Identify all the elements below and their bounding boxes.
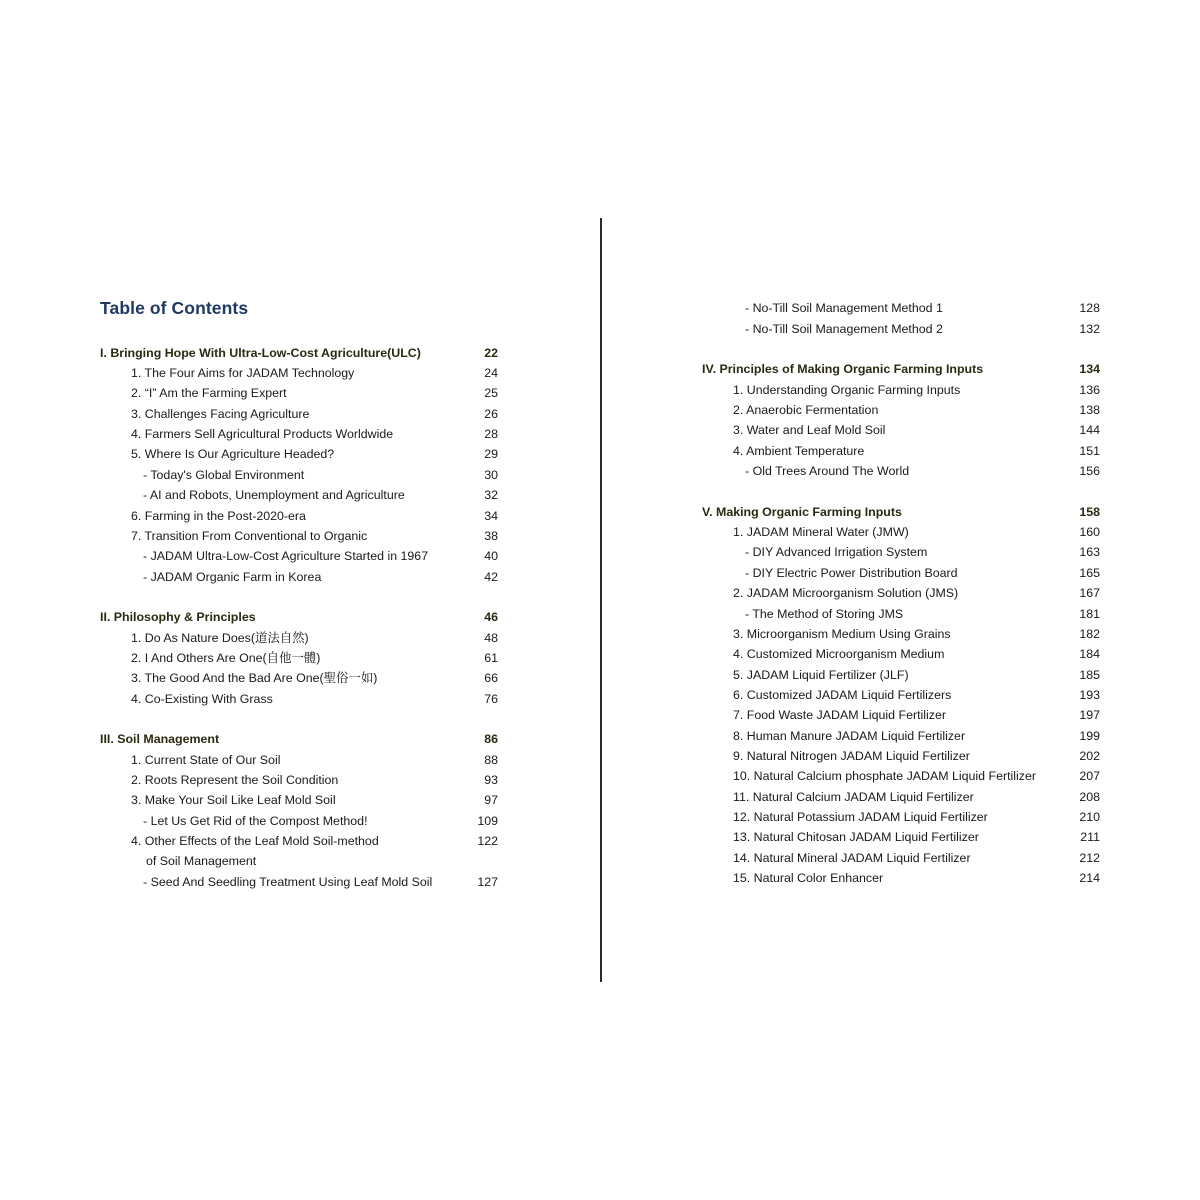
toc-entry-label: 4. Farmers Sell Agricultural Products Worldwide: [131, 427, 394, 441]
toc-page-number: 24: [484, 366, 498, 380]
toc-entry[interactable]: [702, 787, 1100, 807]
toc-entry[interactable]: [702, 705, 1100, 725]
toc-entry[interactable]: [702, 868, 1100, 888]
toc-entry[interactable]: [100, 567, 498, 587]
toc-entry-label: II. Philosophy & Principles: [100, 610, 256, 624]
toc-page-number: 199: [1079, 729, 1100, 743]
toc-entry-label: 14. Natural Mineral JADAM Liquid Fertilizer: [733, 851, 971, 865]
toc-page-number: 185: [1079, 668, 1100, 682]
toc-page-number: 122: [477, 834, 498, 848]
toc-entry[interactable]: [100, 689, 498, 709]
toc-entry[interactable]: [100, 790, 498, 810]
toc-entry[interactable]: [702, 298, 1100, 318]
toc-entry-label: 2. Anaerobic Fermentation: [733, 403, 879, 417]
toc-entry-label: - AI and Robots, Unemployment and Agriculture: [143, 488, 405, 502]
toc-entry[interactable]: [100, 851, 498, 871]
toc-page-number: 144: [1079, 423, 1100, 437]
toc-page-number: 32: [484, 488, 498, 502]
toc-entry[interactable]: [100, 444, 498, 464]
toc-entry[interactable]: [702, 441, 1100, 461]
toc-entry-label: - Seed And Seedling Treatment Using Leaf Mold Soil: [143, 875, 433, 889]
toc-page-number: 29: [484, 447, 498, 461]
toc-entry[interactable]: [100, 465, 498, 485]
toc-entry-label: 10. Natural Calcium phosphate JADAM Liquid Fertilizer: [733, 769, 1037, 783]
toc-entry[interactable]: [702, 827, 1100, 847]
toc-entry-label: 1. Do As Nature Does(道法自然): [131, 631, 309, 645]
toc-page-number: 165: [1079, 566, 1100, 580]
toc-entry[interactable]: [702, 685, 1100, 705]
toc-page-number: 193: [1079, 688, 1100, 702]
toc-entry[interactable]: [702, 665, 1100, 685]
toc-entry-label: V. Making Organic Farming Inputs: [702, 505, 902, 519]
toc-entry[interactable]: [702, 604, 1100, 624]
toc-page-number: 46: [484, 610, 498, 624]
toc-entry[interactable]: [100, 628, 498, 648]
toc-entry[interactable]: [100, 485, 498, 505]
toc-entry[interactable]: [100, 750, 498, 770]
toc-page-number: 156: [1079, 464, 1100, 478]
toc-page-number: 134: [1079, 362, 1100, 376]
toc-entry-label: 7. Food Waste JADAM Liquid Fertilizer: [733, 708, 947, 722]
toc-page-number: 151: [1079, 444, 1100, 458]
toc-entry[interactable]: [702, 400, 1100, 420]
toc-page-number: 212: [1079, 851, 1100, 865]
toc-entry-label: 9. Natural Nitrogen JADAM Liquid Fertilizer: [733, 749, 970, 763]
toc-entry[interactable]: [702, 542, 1100, 562]
toc-entry-label: 3. The Good And the Bad Are One(聖俗一如): [131, 671, 378, 685]
toc-page-number: 42: [484, 570, 498, 584]
toc-entry-label: III. Soil Management: [100, 732, 220, 746]
toc-page-number: 214: [1079, 871, 1100, 885]
toc-page-number: 182: [1079, 627, 1100, 641]
toc-page-number: 160: [1079, 525, 1100, 539]
toc-entry-label: 3. Make Your Soil Like Leaf Mold Soil: [131, 793, 336, 807]
toc-entry[interactable]: [100, 383, 498, 403]
toc-entry-label: - No-Till Soil Management Method 1: [745, 301, 943, 315]
toc-page-number: 208: [1079, 790, 1100, 804]
toc-page-number: 210: [1079, 810, 1100, 824]
page-divider: [600, 218, 602, 982]
toc-entry-label: - The Method of Storing JMS: [745, 607, 904, 621]
toc-page-number: 97: [484, 793, 498, 807]
toc-page-number: 48: [484, 631, 498, 645]
toc-page-number: 22: [484, 346, 498, 360]
toc-page-number: 158: [1079, 505, 1100, 519]
toc-entry[interactable]: [100, 668, 498, 688]
toc-entry-label: 1. JADAM Mineral Water (JMW): [733, 525, 909, 539]
toc-entry-label: 1. The Four Aims for JADAM Technology: [131, 366, 355, 380]
toc-title: Table of Contents: [100, 298, 249, 318]
toc-entry[interactable]: [100, 648, 498, 668]
toc-page-number: 88: [484, 753, 498, 767]
toc-entry[interactable]: [702, 807, 1100, 827]
toc-page-number: 38: [484, 529, 498, 543]
toc-page-number: 197: [1079, 708, 1100, 722]
toc-page-number: 93: [484, 773, 498, 787]
toc-entry[interactable]: [100, 546, 498, 566]
toc-page-number: 86: [484, 732, 498, 746]
toc-entry[interactable]: [702, 746, 1100, 766]
toc-page-number: 34: [484, 509, 498, 523]
toc-page-number: 30: [484, 468, 498, 482]
toc-section-heading[interactable]: [702, 359, 1100, 379]
toc-entry-label: 1. Understanding Organic Farming Inputs: [733, 383, 961, 397]
toc-page-number: 26: [484, 407, 498, 421]
toc-page-number: 109: [477, 814, 498, 828]
toc-entry-label: 15. Natural Color Enhancer: [733, 871, 884, 885]
toc-entry[interactable]: [702, 726, 1100, 746]
toc-entry-label: - Let Us Get Rid of the Compost Method!: [143, 814, 368, 828]
toc-entry-label: 3. Challenges Facing Agriculture: [131, 407, 310, 421]
toc-entry-label: IV. Principles of Making Organic Farming Inputs: [702, 362, 984, 376]
toc-entry[interactable]: [702, 420, 1100, 440]
toc-entry[interactable]: [702, 319, 1100, 339]
toc-entry[interactable]: [702, 563, 1100, 583]
toc-entry-label: - DIY Electric Power Distribution Board: [745, 566, 958, 580]
toc-section-heading[interactable]: [100, 607, 498, 627]
toc-entry-label: 4. Co-Existing With Grass: [131, 692, 273, 706]
toc-page-number: 127: [477, 875, 498, 889]
toc-page-number: 202: [1079, 749, 1100, 763]
toc-page-number: 136: [1079, 383, 1100, 397]
toc-entry-label: 2. Roots Represent the Soil Condition: [131, 773, 339, 787]
toc-entry-label: 2. JADAM Microorganism Solution (JMS): [733, 586, 959, 600]
toc-entry[interactable]: [702, 380, 1100, 400]
toc-entry[interactable]: [702, 644, 1100, 664]
toc-page-number: 207: [1079, 769, 1100, 783]
toc-page-number: 40: [484, 549, 498, 563]
toc-entry[interactable]: [100, 424, 498, 444]
toc-entry-label: 7. Transition From Conventional to Organic: [131, 529, 368, 543]
toc-entry[interactable]: [100, 526, 498, 546]
toc-section-heading[interactable]: [100, 343, 498, 363]
toc-page-number: 181: [1079, 607, 1100, 621]
toc-entry-label: 6. Farming in the Post-2020-era: [131, 509, 306, 523]
toc-entry[interactable]: [702, 522, 1100, 542]
toc-entry-label: of Soil Management: [146, 854, 257, 868]
toc-page-number: 167: [1079, 586, 1100, 600]
toc-entry-label: 4. Customized Microorganism Medium: [733, 647, 945, 661]
toc-entry-label: - DIY Advanced Irrigation System: [745, 545, 928, 559]
toc-section-heading[interactable]: [702, 502, 1100, 522]
toc-entry-label: I. Bringing Hope With Ultra-Low-Cost Agriculture(ULC): [100, 346, 421, 360]
toc-entry[interactable]: [100, 831, 498, 851]
toc-page-number: 61: [484, 651, 498, 665]
toc-entry-label: - No-Till Soil Management Method 2: [745, 322, 943, 336]
toc-entry[interactable]: [702, 461, 1100, 481]
toc-entry-label: 13. Natural Chitosan JADAM Liquid Fertilizer: [733, 830, 979, 844]
toc-page-number: 28: [484, 427, 498, 441]
toc-entry-label: 1. Current State of Our Soil: [131, 753, 281, 767]
toc-entry-label: 8. Human Manure JADAM Liquid Fertilizer: [733, 729, 966, 743]
toc-entry[interactable]: [702, 583, 1100, 603]
toc-entry-label: 6. Customized JADAM Liquid Fertilizers: [733, 688, 952, 702]
toc-entry-label: 5. Where Is Our Agriculture Headed?: [131, 447, 335, 461]
toc-entry-label: 3. Water and Leaf Mold Soil: [733, 423, 886, 437]
toc-entry-label: 5. JADAM Liquid Fertilizer (JLF): [733, 668, 909, 682]
toc-entry[interactable]: [702, 624, 1100, 644]
toc-entry[interactable]: [100, 363, 498, 383]
toc-entry-label: 2. I And Others Are One(自他一體): [131, 651, 321, 665]
toc-page-number: 66: [484, 671, 498, 685]
toc-entry-label: 4. Other Effects of the Leaf Mold Soil-method: [131, 834, 379, 848]
toc-page-number: 184: [1079, 647, 1100, 661]
toc-entry[interactable]: [100, 811, 498, 831]
toc-entry[interactable]: [100, 872, 498, 892]
toc-entry-label: 4. Ambient Temperature: [733, 444, 865, 458]
toc-section-heading[interactable]: [100, 729, 498, 749]
toc-page-number: 132: [1079, 322, 1100, 336]
toc-entry[interactable]: [100, 770, 498, 790]
toc-entry[interactable]: [702, 848, 1100, 868]
toc-page-number: 163: [1079, 545, 1100, 559]
toc-page-number: 138: [1079, 403, 1100, 417]
toc-page-number: 128: [1079, 301, 1100, 315]
toc-entry-label: 12. Natural Potassium JADAM Liquid Fertilizer: [733, 810, 988, 824]
toc-entry-label: 2. “I” Am the Farming Expert: [131, 386, 287, 400]
toc-entry[interactable]: [702, 766, 1100, 786]
toc-page-number: 25: [484, 386, 498, 400]
toc-entry[interactable]: [100, 404, 498, 424]
toc-entry[interactable]: [100, 506, 498, 526]
toc-entry-label: - Old Trees Around The World: [745, 464, 910, 478]
toc-entry-label: - JADAM Ultra-Low-Cost Agriculture Started in 1967: [143, 549, 429, 563]
toc-page-number: 211: [1080, 830, 1100, 844]
toc-entry-label: 3. Microorganism Medium Using Grains: [733, 627, 951, 641]
toc-entry-label: - Today's Global Environment: [143, 468, 305, 482]
toc-page-number: 76: [484, 692, 498, 706]
toc-entry-label: 11. Natural Calcium JADAM Liquid Fertilizer: [733, 790, 974, 804]
toc-entry-label: - JADAM Organic Farm in Korea: [143, 570, 322, 584]
